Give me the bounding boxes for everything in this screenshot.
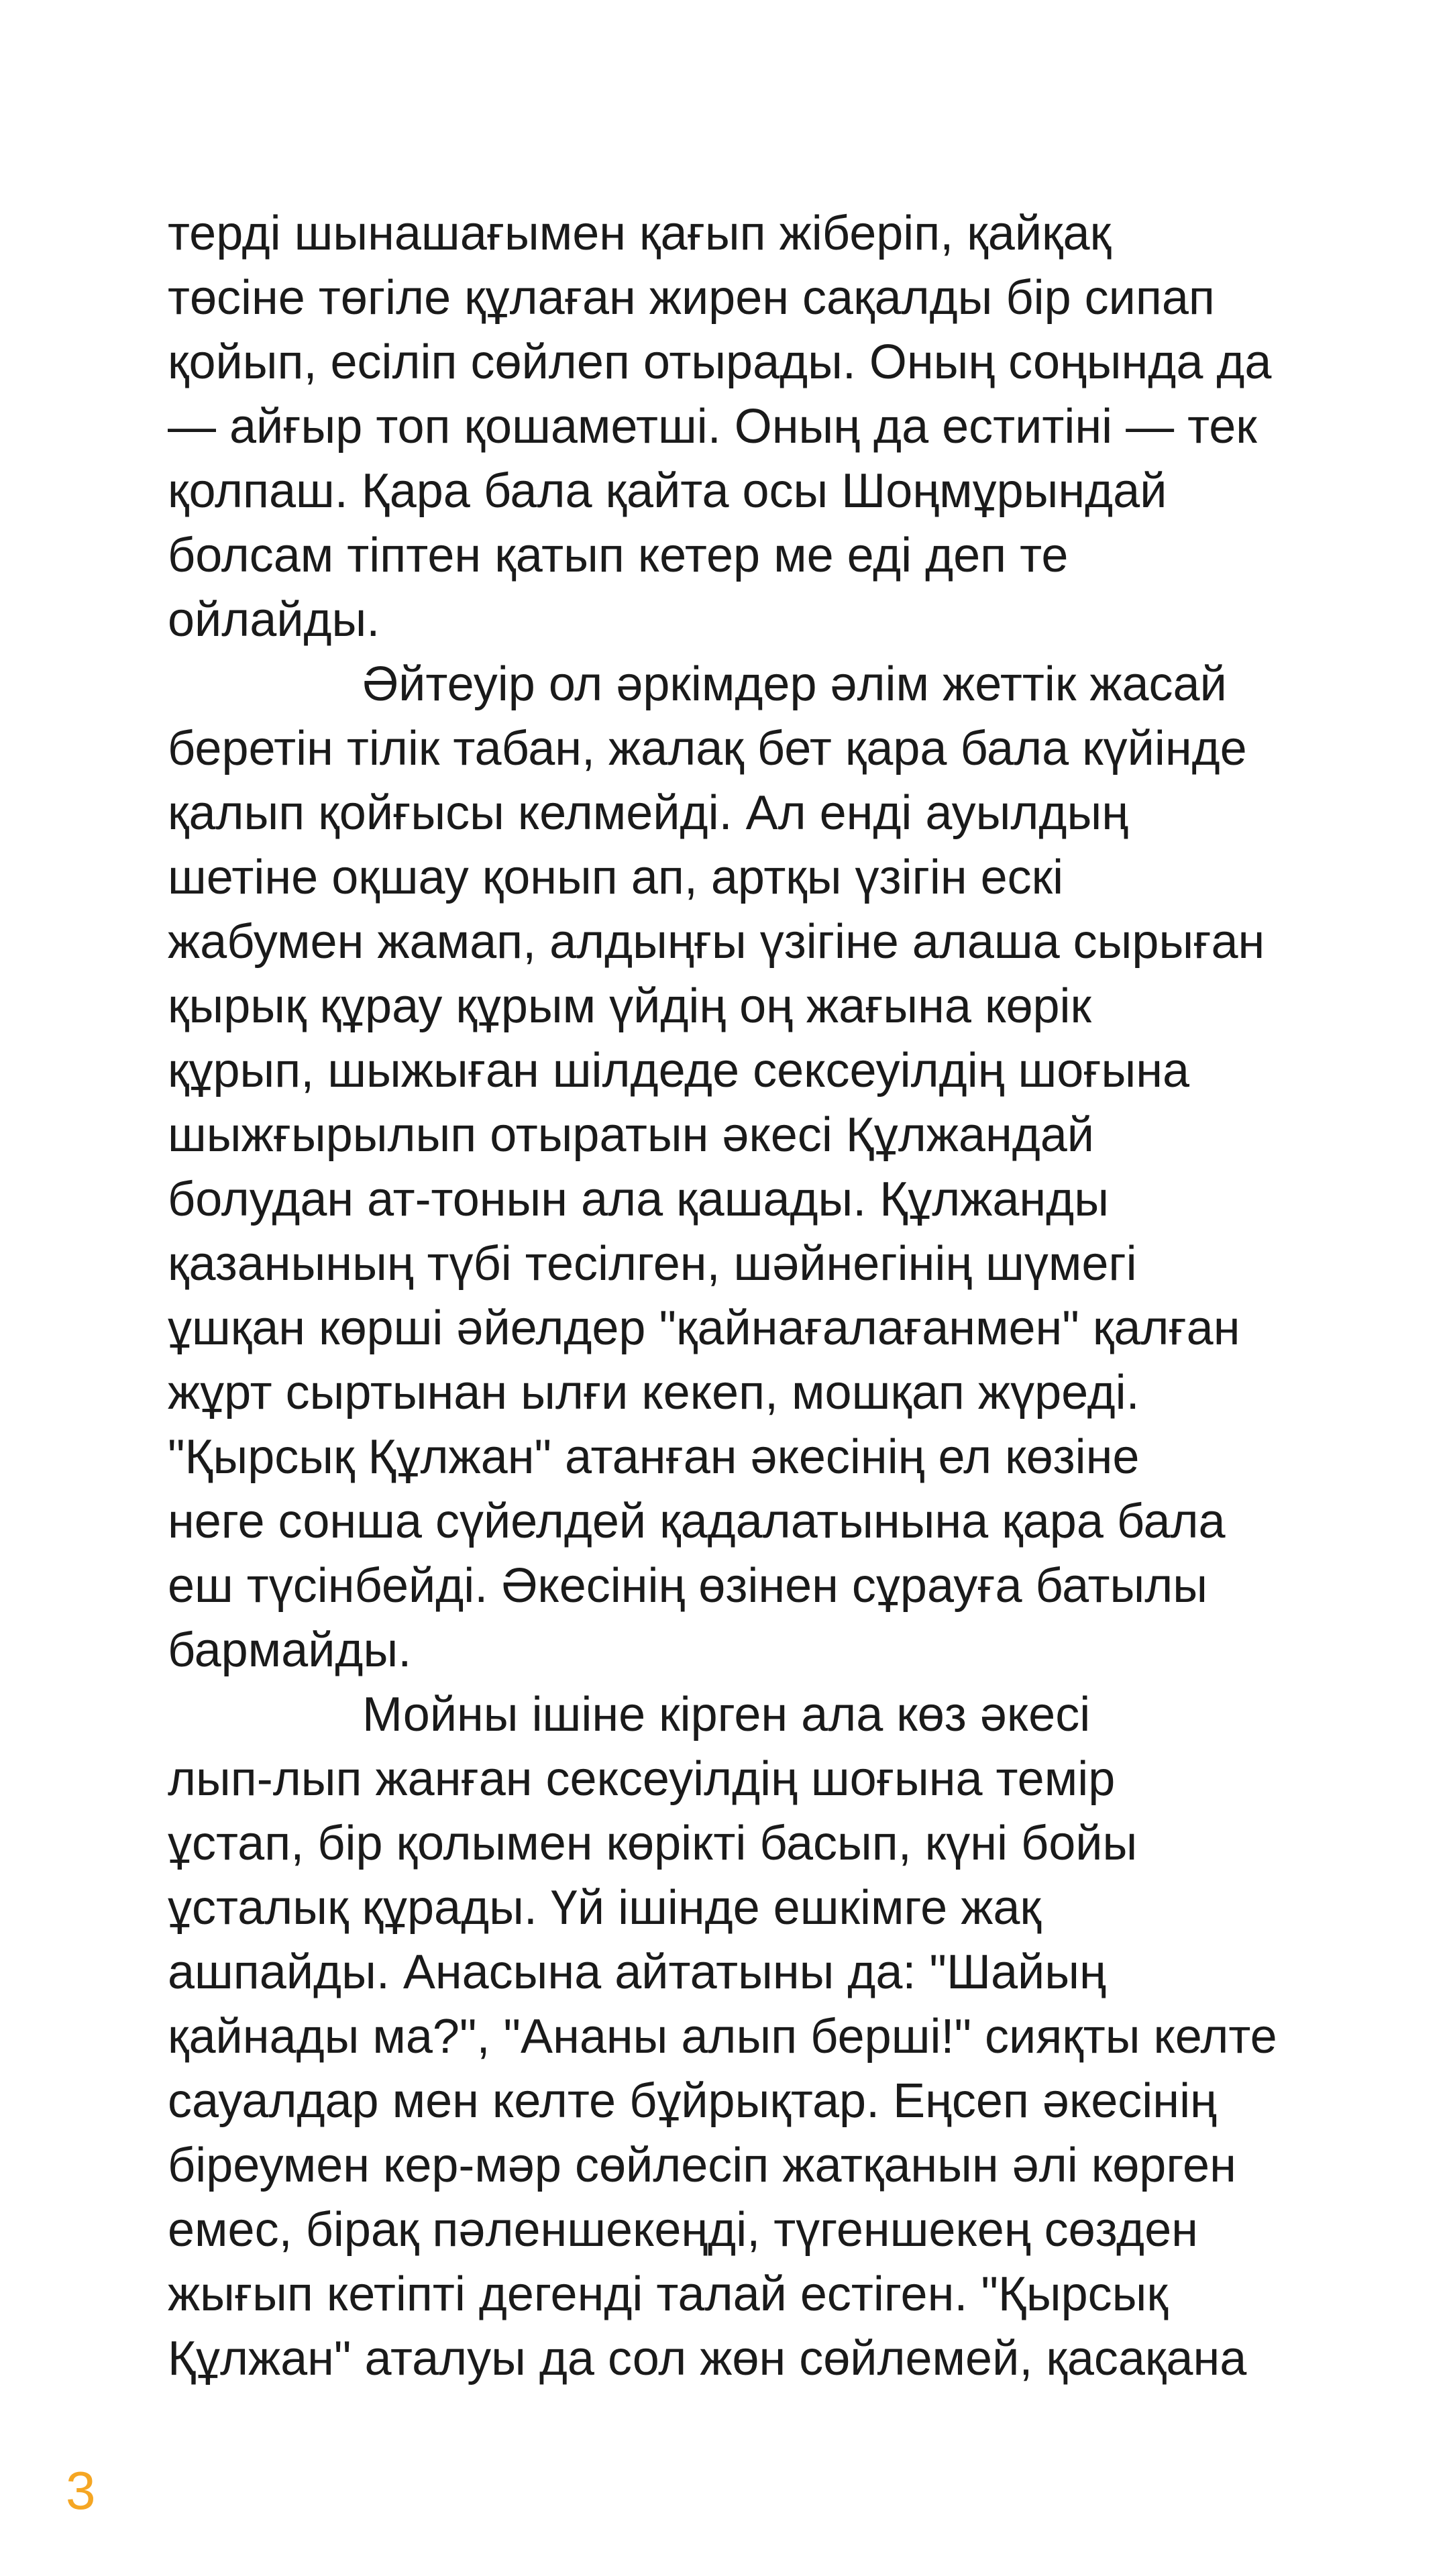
- paragraph: [168, 1682, 1322, 2391]
- text-line: болудан ат-тонын ала қашады. Құлжанды: [168, 1173, 1109, 1226]
- paragraph: [168, 201, 1322, 652]
- text-line: беретін тілік табан, жалақ бет қара бала күйінде: [168, 722, 1247, 775]
- text-line: ұстап, бір қолымен көрікті басып, күні бойы: [168, 1817, 1138, 1870]
- text-line: біреумен кер-мәр сөйлесіп жатқанын әлі көрген: [168, 2139, 1236, 2192]
- text-line: ұсталық құрады. Үй ішінде ешкімге жақ: [168, 1881, 1041, 1935]
- text-line: жығып кетіпті дегенді талай естіген. "Қырсық: [168, 2267, 1168, 2321]
- text-line: ойлайды.: [168, 593, 380, 647]
- text-line: "Қырсық Құлжан" атанған әкесінің ел көзіне: [168, 1430, 1140, 1484]
- text-line: Мойны ішіне кірген ала көз әкесі: [362, 1688, 1091, 1741]
- text-line: жұрт сыртынан ылғи кекеп, мошқап жүреді.: [168, 1366, 1140, 1419]
- text-line: қайнады ма?", "Ананы алып берші!" сияқты келте: [168, 2010, 1277, 2063]
- text-line: қазанының түбі тесілген, шәйнегінің шүмегі: [168, 1237, 1137, 1291]
- body-text: [168, 201, 1322, 2391]
- text-line: сауалдар мен келте бұйрықтар. Еңсеп әкесінің: [168, 2074, 1217, 2128]
- text-line: шетіне оқшау қонып ап, артқы үзігін ескі: [168, 851, 1064, 904]
- text-line: емес, бірақ пәленшекеңді, түгеншекең сөзден: [168, 2203, 1198, 2257]
- text-line: шыжғырылып отыратын әкесі Құлжандай: [168, 1108, 1095, 1162]
- text-line: лып-лып жанған сексеуілдің шоғына темір: [168, 1752, 1116, 1806]
- text-line: қолпаш. Қара бала қайта осы Шоңмұрындай: [168, 464, 1167, 518]
- text-line: еш түсінбейді. Әкесінің өзінен сұрауға батылы: [168, 1559, 1208, 1613]
- text-line: ұшқан көрші әйелдер "қайнағалағанмен" қалған: [168, 1301, 1240, 1355]
- text-line: қырық құрау құрым үйдің оң жағына көрік: [168, 979, 1092, 1033]
- text-line: — айғыр топ қошаметші. Оның да еститіні — тек: [168, 400, 1257, 453]
- text-line: Құлжан" аталуы да сол жөн сөйлемей, қасақана: [168, 2332, 1247, 2385]
- text-line: ашпайды. Анасына айтатыны да: "Шайың: [168, 1945, 1106, 1999]
- text-line: бармайды.: [168, 1623, 412, 1677]
- text-line: жабумен жамап, алдыңғы үзігіне алаша сырыған: [168, 915, 1265, 969]
- page-number: 3: [66, 2461, 96, 2520]
- text-line: қойып, есіліп сөйлеп отырады. Оның соңында да: [168, 335, 1272, 389]
- text-line: терді шынашағымен қағып жіберіп, қайқақ: [168, 207, 1112, 260]
- text-line: неге сонша сүйелдей қадалатынына қара бала: [168, 1495, 1226, 1548]
- paragraph: [168, 652, 1322, 1682]
- text-line: Әйтеуір ол әркімдер әлім жеттік жасай: [362, 657, 1227, 711]
- text-line: қалып қойғысы келмейді. Ал енді ауылдың: [168, 786, 1128, 840]
- text-line: құрып, шыжыған шілдеде сексеуілдің шоғына: [168, 1044, 1190, 1097]
- text-line: төсіне төгіле құлаған жирен сақалды бір сипап: [168, 271, 1215, 325]
- text-line: болсам тіптен қатып кетер ме еді деп те: [168, 529, 1069, 582]
